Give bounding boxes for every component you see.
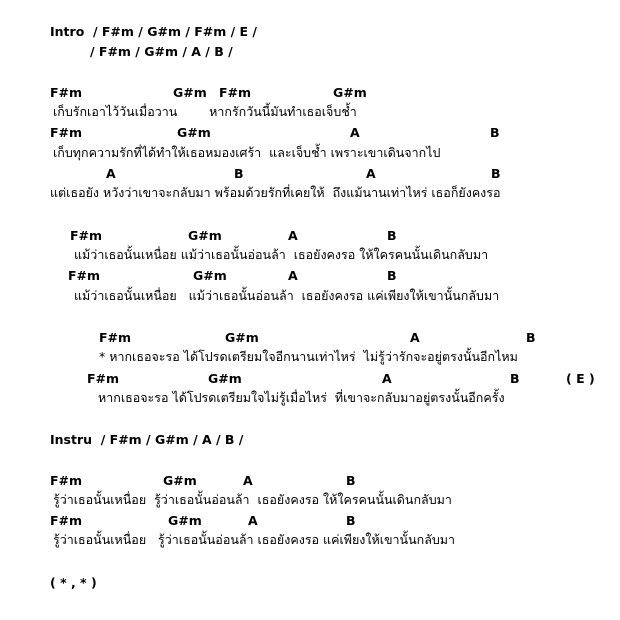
lyric-line: แม้ว่าเธอนั้นเหนื่อย แม้ว่าเธอนั้นอ่อนล้า เธอยังคงรอ ให้ใครคนนั้นเดินกลับมา bbox=[74, 247, 489, 262]
lyric-line: แม้ว่าเธอนั้นเหนื่อย แม้ว่าเธอนั้นอ่อนล้า เธอยังคงรอ แค่เพียงให้เขานั้นกลับมา bbox=[74, 288, 500, 303]
chord: A bbox=[288, 228, 298, 243]
chord: G#m bbox=[163, 473, 197, 488]
chord: A bbox=[366, 166, 376, 181]
lyric-line: เก็บทุกความรักที่ได้ทำให้เธอหมองเศร้า และเจ็บช้ำ เพราะเขาเดินจากไป bbox=[53, 145, 441, 160]
chord: B bbox=[526, 330, 536, 345]
chord: F#m bbox=[50, 473, 83, 488]
chord: G#m bbox=[168, 513, 202, 528]
chord: F#m bbox=[50, 125, 83, 140]
chord: G#m bbox=[208, 371, 242, 386]
chord: G#m bbox=[188, 228, 222, 243]
chord: B bbox=[387, 228, 397, 243]
chord: F#m bbox=[70, 228, 103, 243]
chord: A bbox=[410, 330, 420, 345]
intro-line-1: Intro / F#m / G#m / F#m / E / bbox=[50, 24, 257, 39]
chord: A bbox=[288, 268, 298, 283]
lyric-line: แต่เธอยัง หวังว่าเขาจะกลับมา พร้อมด้วยรักที่เคยให้ ถึงแม้นานเท่าไหร่ เธอก็ยังคงรอ bbox=[50, 185, 501, 200]
chord: A bbox=[350, 125, 360, 140]
chord: B bbox=[346, 513, 356, 528]
chord: B bbox=[387, 268, 397, 283]
chord: G#m bbox=[193, 268, 227, 283]
lyric-line: * หากเธอจะรอ ได้โปรดเตรียมใจอีกนานเท่าไหร่ ไม่รู้ว่ารักจะอยู่ตรงนั้นอีกไหม bbox=[99, 349, 518, 364]
chord: F#m bbox=[50, 85, 83, 100]
lyric-line: รู้ว่าเธอนั้นเหนื่อย รู้ว่าเธอนั้นอ่อนล้า เธอยังคงรอ แค่เพียงให้เขานั้นกลับมา bbox=[53, 532, 456, 547]
chord: F#m bbox=[50, 513, 83, 528]
chord: G#m bbox=[177, 125, 211, 140]
chord: F#m bbox=[219, 85, 252, 100]
ending-line: ( * , * ) bbox=[50, 575, 97, 590]
chord: F#m bbox=[68, 268, 101, 283]
chord: B bbox=[490, 125, 500, 140]
chord: B bbox=[346, 473, 356, 488]
instrumental-line: Instru / F#m / G#m / A / B / bbox=[50, 432, 244, 447]
chord: G#m bbox=[173, 85, 207, 100]
chord: B bbox=[234, 166, 244, 181]
chord: B bbox=[510, 371, 520, 386]
chord: F#m bbox=[99, 330, 132, 345]
lyric-line: รู้ว่าเธอนั้นเหนื่อย รู้ว่าเธอนั้นอ่อนล้า เธอยังคงรอ ให้ใครคนนั้นเดินกลับมา bbox=[53, 492, 452, 507]
chord: A bbox=[248, 513, 258, 528]
lyric-line: เก็บรักเอาไว้วันเมื่อวาน หากรักวันนี้มันทำเธอเจ็บช้ำ bbox=[53, 104, 357, 119]
chord: A bbox=[243, 473, 253, 488]
chord: G#m bbox=[225, 330, 259, 345]
chord: ( E ) bbox=[566, 371, 595, 386]
chord: A bbox=[382, 371, 392, 386]
lyric-line: หากเธอจะรอ ได้โปรดเตรียมใจไม่รู้เมื่อไหร่ ที่เขาจะกลับมาอยู่ตรงนั้นอีกครั้ง bbox=[98, 390, 505, 405]
intro-line-2: / F#m / G#m / A / B / bbox=[90, 44, 233, 59]
chord: A bbox=[106, 166, 116, 181]
chord: G#m bbox=[333, 85, 367, 100]
chord: B bbox=[491, 166, 501, 181]
chord: F#m bbox=[87, 371, 120, 386]
